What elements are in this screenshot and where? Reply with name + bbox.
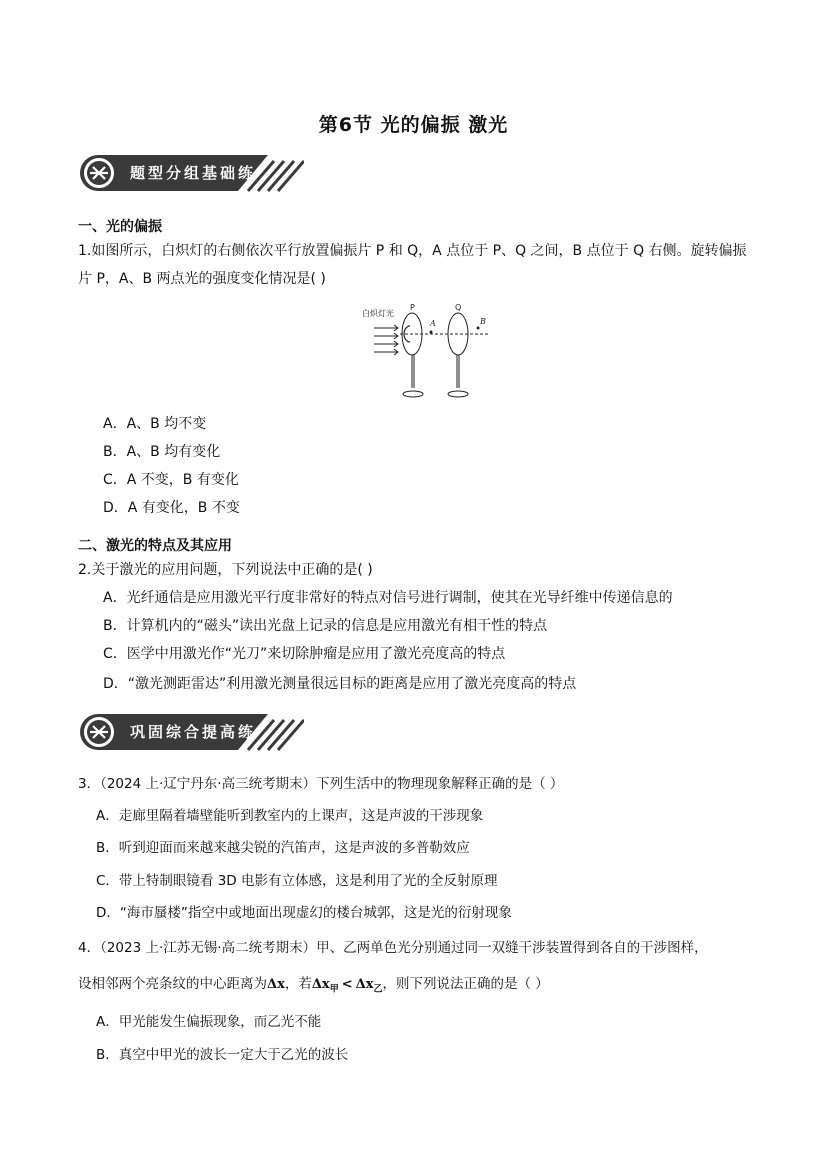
label-q: Q (455, 303, 462, 312)
label-a: A (430, 319, 436, 328)
q3-option-d: D．“海市蜃楼”指空中或地面出现虚幻的楼台城郭，这是光的衍射现象 (96, 905, 512, 921)
section-heading-2: 二、激光的特点及其应用 (78, 538, 232, 554)
q1-stem-line1: 1.如图所示，白炽灯的右侧依次平行放置偏振片 P 和 Q，A 点位于 P、Q 之间，B 点位于 Q 右侧。旋转偏振 (78, 243, 747, 259)
q1-option-a: A．A、B 均不变 (103, 416, 207, 432)
q2-option-c: C．医学中用激光作“光刀”来切除肿瘤是应用了激光亮度高的特点 (103, 646, 506, 662)
q4-delta-x-yi: $\Delta x_乙$ (355, 977, 383, 995)
section-heading-1: 一、光的偏振 (78, 219, 162, 235)
section-banner-advanced (78, 712, 304, 752)
section-banner-basic (78, 153, 304, 193)
q4-delta-x: Δx (267, 977, 285, 992)
q1-option-c: C．A 不变，B 有变化 (103, 472, 239, 488)
q4-text-a: 设相邻两个亮条纹的中心距离为 (78, 976, 267, 992)
q4-stem-line2 (78, 974, 549, 1000)
label-p: P (410, 303, 415, 312)
polarizer-figure (360, 302, 490, 402)
q4-option-b: B．真空中甲光的波长一定大于乙光的波长 (96, 1047, 349, 1063)
q2-stem: 2.关于激光的应用问题，下列说法中正确的是( ) (78, 562, 373, 578)
q3-stem: 3．（2024 上·辽宁丹东·高三统考期末）下列生活中的物理现象解释正确的是（ ） (78, 776, 564, 792)
q4-delta-x-jia: $\Delta x_甲$ (311, 977, 339, 995)
q3-option-b: B．听到迎面而来越来越尖锐的汽笛声，这是声波的多普勒效应 (96, 840, 470, 856)
q3-option-c: C．带上特制眼镜看 3D 电影有立体感，这是利用了光的全反射原理 (96, 873, 498, 889)
q4-option-a: A．甲光能发生偏振现象，而乙光不能 (96, 1014, 322, 1030)
q1-stem-line2: 片 P，A、B 两点光的强度变化情况是( ) (78, 271, 326, 287)
q3-option-a: A．走廊里隔着墙壁能听到教室内的上课声，这是声波的干涉现象 (96, 808, 484, 824)
q1-option-d: D．A 有变化，B 不变 (103, 500, 240, 516)
q4-less-than: < (341, 977, 353, 992)
q2-option-d: D．“激光测距雷达”利用激光测量很远目标的距离是应用了激光亮度高的特点 (103, 676, 577, 692)
q2-option-b: B．计算机内的“磁头”读出光盘上记录的信息是应用激光有相干性的特点 (103, 618, 548, 634)
q1-option-b: B．A、B 均有变化 (103, 444, 221, 460)
banner-label: 题型分组基础练 (130, 164, 257, 182)
q4-text-c: ，则下列说法正确的是（ ） (382, 976, 549, 992)
lamp-label: 白炽灯光 (362, 309, 394, 318)
page-title: 第6节 光的偏振 激光 (318, 114, 509, 136)
banner-label: 巩固综合提高练 (130, 723, 257, 741)
q2-option-a: A．光纤通信是应用激光平行度非常好的特点对信号进行调制，使其在光导纤维中传递信息的 (103, 590, 673, 606)
q4-text-b: ，若 (284, 976, 312, 992)
polarizer-diagram (360, 302, 490, 402)
label-b: B (480, 317, 486, 326)
q4-stem-line1: 4．（2023 上·江苏无锡·高二统考期末）甲、乙两单色光分别通过同一双缝干涉装置得到各自的干涉图样， (78, 940, 708, 956)
